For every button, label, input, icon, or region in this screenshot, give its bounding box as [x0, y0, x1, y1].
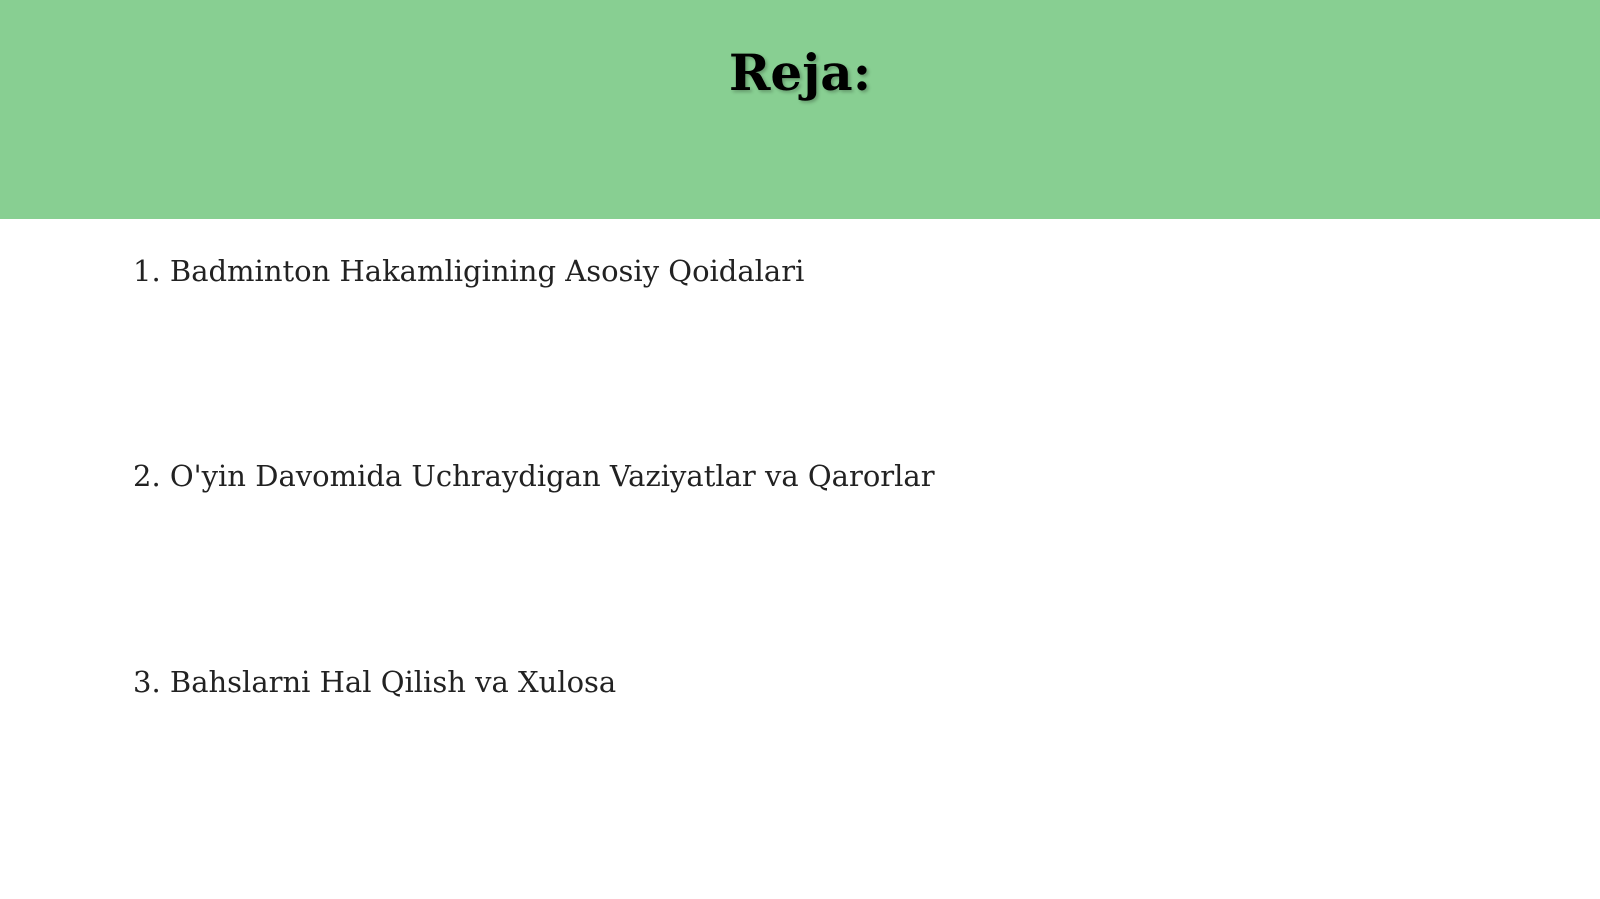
- slide-title: Reja:: [728, 43, 872, 102]
- header-band: [0, 0, 1600, 219]
- agenda-item-3: 3. Bahslarni Hal Qilish va Xulosa: [133, 665, 617, 699]
- agenda-item-2: 2. O'yin Davomida Uchraydigan Vaziyatlar va Qarorlar: [133, 459, 935, 493]
- agenda-item-1: 1. Badminton Hakamligining Asosiy Qoidalari: [133, 254, 805, 288]
